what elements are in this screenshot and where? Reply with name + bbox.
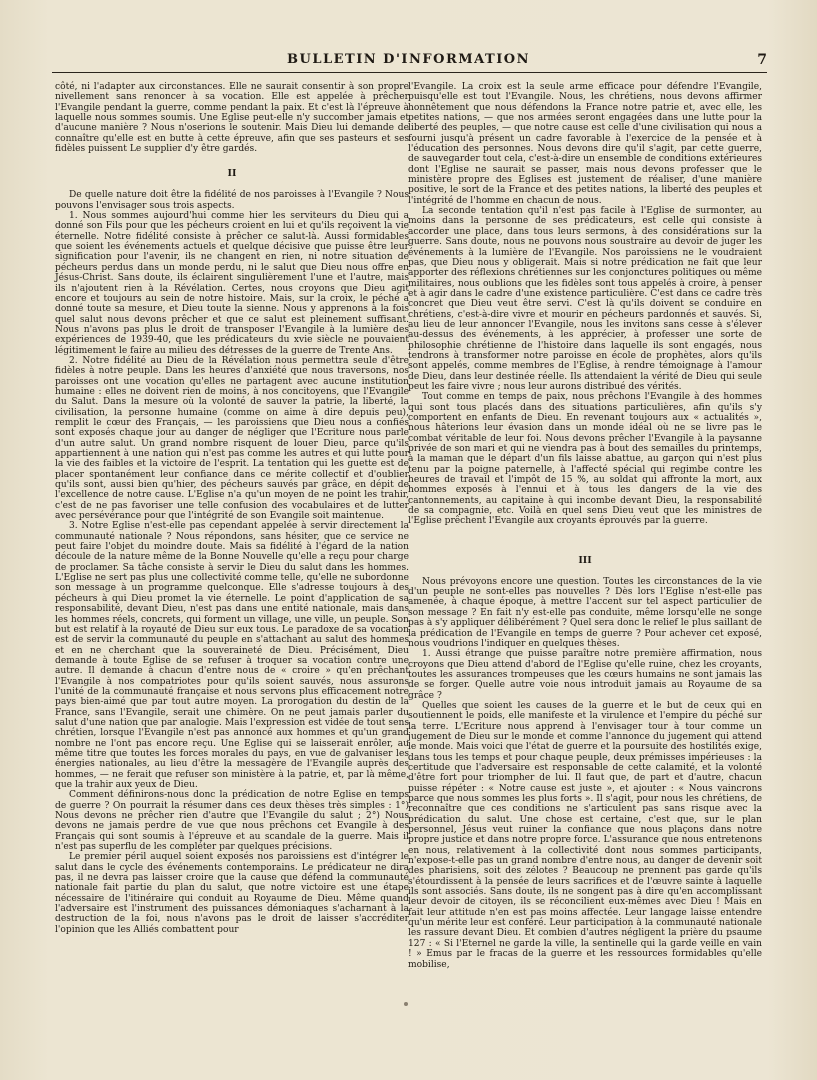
- paragraph: Comment définirons-nous donc la prédication de notre Eglise en temps de guerre ? On pourrait la résumer dans ces deux thèses très simples : 1°) Nous devons ne prêcher rien d'autre que l'Evangile du salut ; 2°) Nous devons ne jamais perdre de vue que nous prêchons cet Evangile à des Français qui sont soumis à l'épreuve et au scandale de la guerre. Mais il n'est pas superflu de les compléter par quelques précisions.: [55, 790, 409, 853]
- paragraph: De quelle nature doit être la fidélité de nos paroisses à l'Evangile ? Nous pouvons l'envisager sous trois aspects.: [55, 190, 409, 211]
- left-column: [55, 82, 409, 935]
- paragraph: Tout comme en temps de paix, nous prêchons l'Evangile à des hommes qui sont tous placés dans des situations particulières, afin qu'ils s'y comportent en enfants de Dieu. En revenant toujours aux « actualités », nous hâterions leur évasion dans un monde idéal où ne se livre pas le combat véritable de leur foi. Nous devons prêcher l'Evangile à la paysanne privée de son mari et qui ne viendra pas à bout des semailles du printemps, à la maman que le départ d'un fils laisse abattue, au garçon qui n'est plus tenu par la poigne paternelle, à l'affecté spécial qui regimbe contre les heures de travail et l'impôt de 15 %, au soldat qui affronte la mort, aux hommes exposés à l'ennui et à tous les dangers de la vie des cantonnements, au capitaine à qui incombe devant Dieu, la responsabilité de sa compagnie, etc. Voilà en quel sens Dieu veut que les ministres de l'Eglise prêchent l'Evangile aux croyants éprouvés par la guerre.: [408, 392, 762, 527]
- right-column: [408, 82, 762, 970]
- paragraph: côté, ni l'adapter aux circonstances. Elle ne saurait consentir à son propre nivellement sans renoncer à sa vocation. Elle est appelée à prêcher l'Evangile pendant la guerre, comme pendant la paix. Et c'est là l'épreuve à laquelle nous sommes soumis. Une Eglise peut-elle n'y succomber jamais et d'aucune manière ? Nous n'oserions le soutenir. Mais Dieu lui demande de connaître qu'elle est en butte à cette épreuve, afin que ses pasteurs et ses fidèles puissent Le supplier d'y être gardés.: [55, 82, 409, 155]
- page-mark: [404, 1002, 408, 1006]
- paragraph: Nous prévoyons encore une question. Toutes les circonstances de la vie d'un peuple ne sont-elles pas nouvelles ? Dès lors l'Eglise n'est-elle pas amenée, à chaque époque, à mettre l'accent sur tel aspect particulier de son message ? En fait n'y est-elle pas conduite, même lorsqu'elle ne songe pas à s'y appliquer délibérément ? Quel sera donc le relief le plus saillant de la prédication de l'Evangile en temps de guerre ? Pour achever cet exposé, nous voudrions l'indiquer en quelques thèses.: [408, 576, 762, 649]
- paragraph: 1. Aussi étrange que puisse paraître notre première affirmation, nous croyons que Dieu attend d'abord de l'Eglise qu'elle ruine, chez les croyants, toutes les assurances trompeuses que les cœurs humains ne sont jamais las de se forger. Quelle autre voie nous introduit jamais au Royaume de sa grâce ?: [408, 649, 762, 701]
- paragraph: Quelles que soient les causes de la guerre et le but de ceux qui en soutiennent le poids, elle manifeste et la virulence et l'empire du péché sur la terre. L'Ecriture nous apprend à l'envisager tour à tour comme un jugement de Dieu sur le monde et comme l'annonce du jugement qui attend le monde. Mais voici que l'état de guerre et la poursuite des hostilités exige, dans tous les temps et pour chaque peuple, deux prémisses impérieuses : la certitude que l'adversaire est responsable de cette calamité, et la volonté d'être fort pour triompher de lui. Il faut que, de part et d'autre, chacun puisse répéter : « Notre cause est juste », et ajouter : « Nous vaincrons parce que nous sommes les plus forts ». Il s'agit, pour nous les chrétiens, de reconnaître que ces conditions ne s'articulent pas sans risque avec la prédication du salut. Une chose est certaine, c'est que, sur le plan personnel, Jésus veut ruiner la confiance que nous plaçons dans notre propre justice et dans notre propre force. L'assurance que nous entretenons en nous, relativement à la collectivité dont nous sommes participants, n'expose-t-elle pas un grand nombre d'entre nous, au danger de devenir soit des pharisiens, soit des zélotes ? Beaucoup ne prennent pas garde qu'ils s'étourdissent à la pensée de leurs sacrifices et de l'œuvre sainte à laquelle ils sont associés. Sans doute, ils ne songent pas à dire qu'en accomplissant leur devoir de citoyen, ils se réconcilient eux-mêmes avec Dieu ! Mais en fait leur attitude n'en est pas moins affectée. Leur langage laisse entendre qu'un mérite leur est conféré. Leur participation à la communauté nationale les rassure devant Dieu. Et combien d'autres négligent la prière du psaume 127 : « Si l'Eternel ne garde la ville, la sentinelle qui la garde veille en vain ! » Emus par le fracas de la guerre et les ressources formidables qu'elle mobilise,: [408, 700, 762, 970]
- section-heading-iii: III: [578, 554, 592, 566]
- page-header: [0, 0, 817, 80]
- section-heading-ii: II: [227, 168, 237, 180]
- paragraph: Le premier péril auquel soient exposés nos paroissiens est d'intégrer le salut dans le cycle des événements contemporains. Le prédicateur ne dira pas, il ne devra pas laisser croire que la cause que défend la communauté nationale fait partie du plan du salut, que notre victoire est une étape nécessaire de l'itinéraire qui conduit au Royaume de Dieu. Même quand l'adversaire est l'instrument des puissances démoniaques s'acharnant à la destruction de la foi, nous n'avons pas le droit de laisser s'accréditer l'opinion que les Alliés combattent pour: [55, 852, 409, 935]
- paragraph: La seconde tentation qu'il n'est pas facile à l'Eglise de surmonter, au moins dans la personne de ses prédicateurs, est celle qui consiste à accorder une place, dans tous leurs sermons, à des considérations sur la guerre. Sans doute, nous ne pouvons nous soustraire au devoir de juger les événements à la lumière de l'Evangile. Nos paroissiens ne le voudraient pas, que Dieu nous y obligerait. Mais si notre prédication ne fait que leur apporter des réflexions chrétiennes sur les conjonctures politiques ou même militaires, nous oublions que les fidèles sont tous appelés à croire, à penser et à agir dans le cadre d'une existence particulière. C'est dans ce cadre très concret que Dieu veut être servi. C'est là qu'ils doivent se conduire en chrétiens, c'est-à-dire vivre et mourir en pécheurs pardonnés et sauvés. Si, au lieu de leur annoncer l'Evangile, nous les invitons sans cesse à s'élever au-dessus des événements, à les apprécier, à professer une sorte de philosophie chrétienne de l'histoire dans laquelle ils sont engagés, nous tendrons à transformer notre paroisse en école de prophètes, alors qu'ils sont appelés, comme membres de l'Eglise, à rendre témoignage à l'amour de Dieu, dans leur destinée réelle. Ils attendaient la vérité de Dieu qui seule peut les faire vivre ; nous leur aurons distribué des vérités.: [408, 206, 762, 392]
- paragraph: 3. Notre Eglise n'est-elle pas cependant appelée à servir directement la communauté nationale ? Nous répondons, sans hésiter, que ce service ne peut faire l'objet du moindre doute. Mais sa fidélité à l'égard de la nation découle de la nature même de la Bonne Nouvelle qu'elle a reçu pour charge de proclamer. Sa tâche consiste à servir le Dieu du salut dans les hommes. L'Eglise ne sert pas plus une collectivité comme telle, qu'elle ne subordonne son message à un programme quelconque. Elle s'adresse toujours à des pécheurs à qui Dieu promet la vie éternelle. Le point d'application de sa responsabilité, devant Dieu, n'est pas dans une entité nationale, mais dans les hommes réels, concrets, qui forment un village, une ville, un peuple. Son but est relatif à la royauté de Dieu sur eux tous. Le paradoxe de sa vocation est de servir la communauté du peuple en s'attachant au salut des hommes et en ne cherchant que la souveraineté de Dieu. Précisément, Dieu demande à toute Eglise de se refuser à troquer sa vocation contre une autre. Il demande à chacun d'entre nous de « croire » qu'en prêchant l'Evangile à nos compatriotes pour qu'ils soient sauvés, nous assurons l'unité de la communauté française et nous servons plus efficacement notre pays bien-aimé que par tout autre moyen. La prorogation du destin de la France, sans l'Evangile, serait une chimère. On ne peut jamais parler du salut d'une nation que par analogie. Mais l'expression est vidée de tout sens chrétien, lorsque l'Evangile n'est pas annoncé aux hommes et qu'un grand nombre ne l'ont pas encore reçu. Une Eglise qui se laisserait enrôler, au même titre que toutes les forces morales du pays, en vue de galvaniser les énergies nationales, au lieu d'être la messagère de l'Evangile auprès des hommes, — ne ferait que refuser son ministère à la patrie, et, par là même, que la trahir aux yeux de Dieu.: [55, 521, 409, 790]
- page-number: 7: [757, 52, 767, 68]
- paragraph: 1. Nous sommes aujourd'hui comme hier les serviteurs du Dieu qui a donné son Fils pour que les pécheurs croient en lui et qu'ils reçoivent la vie éternelle. Notre fidélité consiste à prêcher ce salut-là. Aussi formidables que soient les événements actuels et quelque décisive que puisse être leur signification pour l'avenir, ils ne changent en rien, ni notre situation de pécheurs perdus dans un monde perdu, ni le salut que Dieu nous offre en Jésus-Christ. Sans doute, ils éclairent singulièrement l'une et l'autre, mais ils n'ajoutent rien à la Révélation. Certes, nous croyons que Dieu agit encore et toujours au sein de notre histoire. Mais, sur la croix, le péché a donné toute sa mesure, et Dieu toute la sienne. Nous y apprenons à la fois quel salut nous devons prêcher et que ce salut est pleinement suffisant. Nous n'avons pas plus le droit de transposer l'Evangile à la lumière des expériences de 1939-40, que les prédicateurs du xvie siècle ne pouvaient légitimement le faire au milieu des détresses de la guerre de Trente Ans.: [55, 211, 409, 356]
- paragraph: l'Evangile. La croix est la seule arme efficace pour défendre l'Evangile, puisqu'elle est tout l'Evangile. Nous, les chrétiens, nous devons affirmer honnêtement que nous défendons la France notre patrie et, avec elle, les petites nations, — que nos armées seront engagées dans une lutte pour la liberté des peuples, — que notre cause est celle d'une civilisation qui nous a fourni jusqu'à présent un cadre favorable à l'exercice de la pensée et à l'éducation des personnes. Nous devons dire qu'il s'agit, par cette guerre, de sauvegarder tout cela, c'est-à-dire un ensemble de conditions extérieures dont l'Eglise ne saurait se passer, mais nous devons professer que le ministère propre des Eglises est justement de réaliser, d'une manière positive, le sort de la France et des petites nations, la liberté des peuples et l'intégrité de l'homme en chacun de nous.: [408, 82, 762, 206]
- header-rule: [52, 72, 767, 73]
- paragraph: 2. Notre fidélité au Dieu de la Révélation nous permettra seule d'être fidèles à notre peuple. Dans les heures d'anxiété que nous traversons, nos paroisses ont une vocation qu'elles ne partagent avec aucune institution humaine : elles ne doivent rien de moins, à nos concitoyens, que l'Evangile du Salut. Dans la mesure où la volonté de sauver la patrie, la liberté, la civilisation, la personne humaine (comme on aime à dire depuis peu), remplit le cœur des Français, — les paroissiens que Dieu nous a confiés sont exposés chaque jour au danger de négliger que l'Ecriture nous parle d'un autre salut. Un grand nombre risquent de louer Dieu, parce qu'ils appartiennent à une nation qui n'est pas comme les autres et qui lutte pour la vie des faibles et la victoire de l'esprit. La tentation qui les guette est de placer spontanément leur confiance dans ce mérite collectif et d'oublier qu'ils sont, aussi bien qu'hier, des pécheurs sauvés par grâce, en dépit de l'excellence de notre cause. L'Eglise n'a qu'un moyen de ne point les trahir, c'est de ne pas favoriser une telle confusion des vocabulaires et de lutter avec persévérance pour que l'intégrité de son Evangile soit maintenue.: [55, 355, 409, 522]
- running-title: BULLETIN D'INFORMATION: [287, 52, 530, 67]
